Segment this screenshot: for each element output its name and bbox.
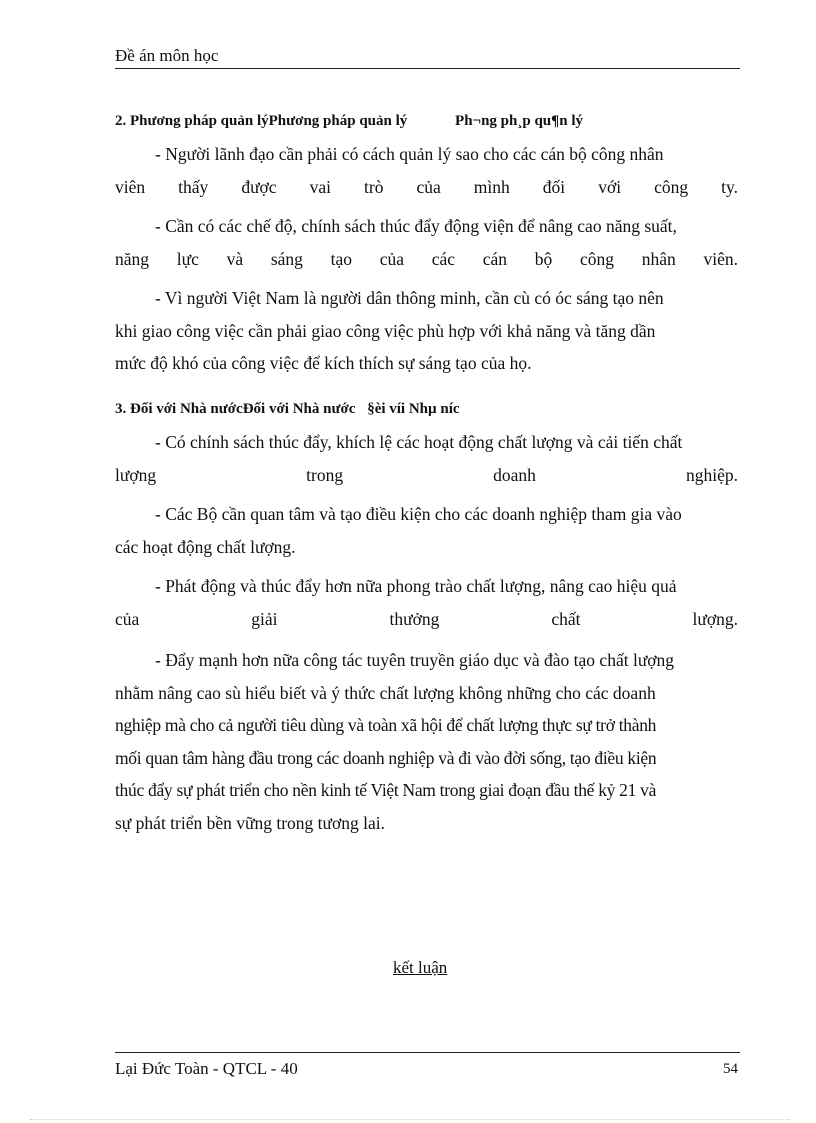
text-line: - Người lãnh đạo cần phải có cách quản lý sao cho các cán bộ công nhân (155, 144, 664, 164)
heading-part: Phương pháp quản lý (268, 113, 408, 129)
paragraph (115, 644, 738, 839)
conclusion-title: kết luận (393, 958, 448, 977)
text-line: mức độ khó của công việc để kích thích sự sáng tạo của họ. (115, 353, 532, 373)
text-line: khi giao công việc cần phải giao công việc phù hợp với khả năng và tăng dần (115, 320, 656, 341)
text-line: nghiệp mà cho cả người tiêu dùng và toàn xã hội để chất lượng thực sự trở thành (115, 715, 657, 735)
text-line: năng lực và sáng tạo của các cán bộ công nhân viên. (115, 248, 738, 269)
text-line: lượng trong doanh nghiệp. (115, 464, 738, 485)
paragraph (115, 282, 738, 380)
text-line: - Có chính sách thúc đẩy, khích lệ các hoạt động chất lượng và cải tiến chất (155, 432, 683, 452)
paragraph (115, 498, 738, 563)
footer-author: Lại Đức Toàn - QTCL - 40 (115, 1059, 298, 1078)
heading-part-encoded: Ph¬ng ph¸p qu¶n lý (455, 113, 583, 129)
text-line: mối quan tâm hàng đầu trong các doanh nghiệp và đi vào đời sống, tạo điều kiện (115, 747, 657, 768)
heading-part: Đối với Nhà nước (242, 401, 356, 417)
section-3-heading (115, 401, 460, 418)
text-line: - Các Bộ cần quan tâm và tạo điều kiện cho các doanh nghiệp tham gia vào (155, 504, 682, 524)
heading-part: 2. Phương pháp quản lý (115, 113, 269, 129)
text-line: của giải thưởng chất lượng. (115, 608, 738, 629)
text-line: - Cần có các chế độ, chính sách thúc đẩy động viện để nâng cao năng suất, (155, 216, 677, 236)
paragraph (115, 426, 738, 491)
text-line: thúc đẩy sự phát triển cho nền kinh tế Việt Nam trong giai đoạn đầu thế kỷ 21 và (115, 780, 657, 800)
text-line: - Đẩy mạnh hơn nữa công tác tuyên truyền giáo dục và đào tạo chất lượng (155, 650, 675, 670)
text-line: nhằm nâng cao sù hiểu biết và ý thức chất lượng không những cho các doanh (115, 682, 656, 703)
paragraph (115, 570, 738, 635)
page-number: 54 (723, 1061, 738, 1077)
text-line: viên thấy được vai trò của mình đối với công ty. (115, 176, 738, 197)
section-2-heading (115, 113, 583, 130)
heading-part: 3. Đối với Nhà nước (115, 401, 243, 417)
text-line: - Vì người Việt Nam là người dân thông minh, cần cù có óc sáng tạo nên (155, 288, 664, 308)
text-line: các hoạt động chất lượng. (115, 536, 296, 557)
header-title: Đề án môn học (115, 46, 219, 65)
paragraph (115, 210, 738, 275)
text-line: - Phát động và thúc đẩy hơn nữa phong trào chất lượng, nâng cao hiệu quả (155, 576, 677, 596)
page-footer (115, 1052, 740, 1083)
page-bottom-border (30, 1119, 790, 1120)
heading-part-encoded: §èi víi Nhµ níc (367, 401, 460, 417)
paragraph (115, 138, 738, 203)
text-line: sự phát triển bền vững trong tương lai. (115, 812, 386, 833)
page-header (115, 44, 740, 69)
